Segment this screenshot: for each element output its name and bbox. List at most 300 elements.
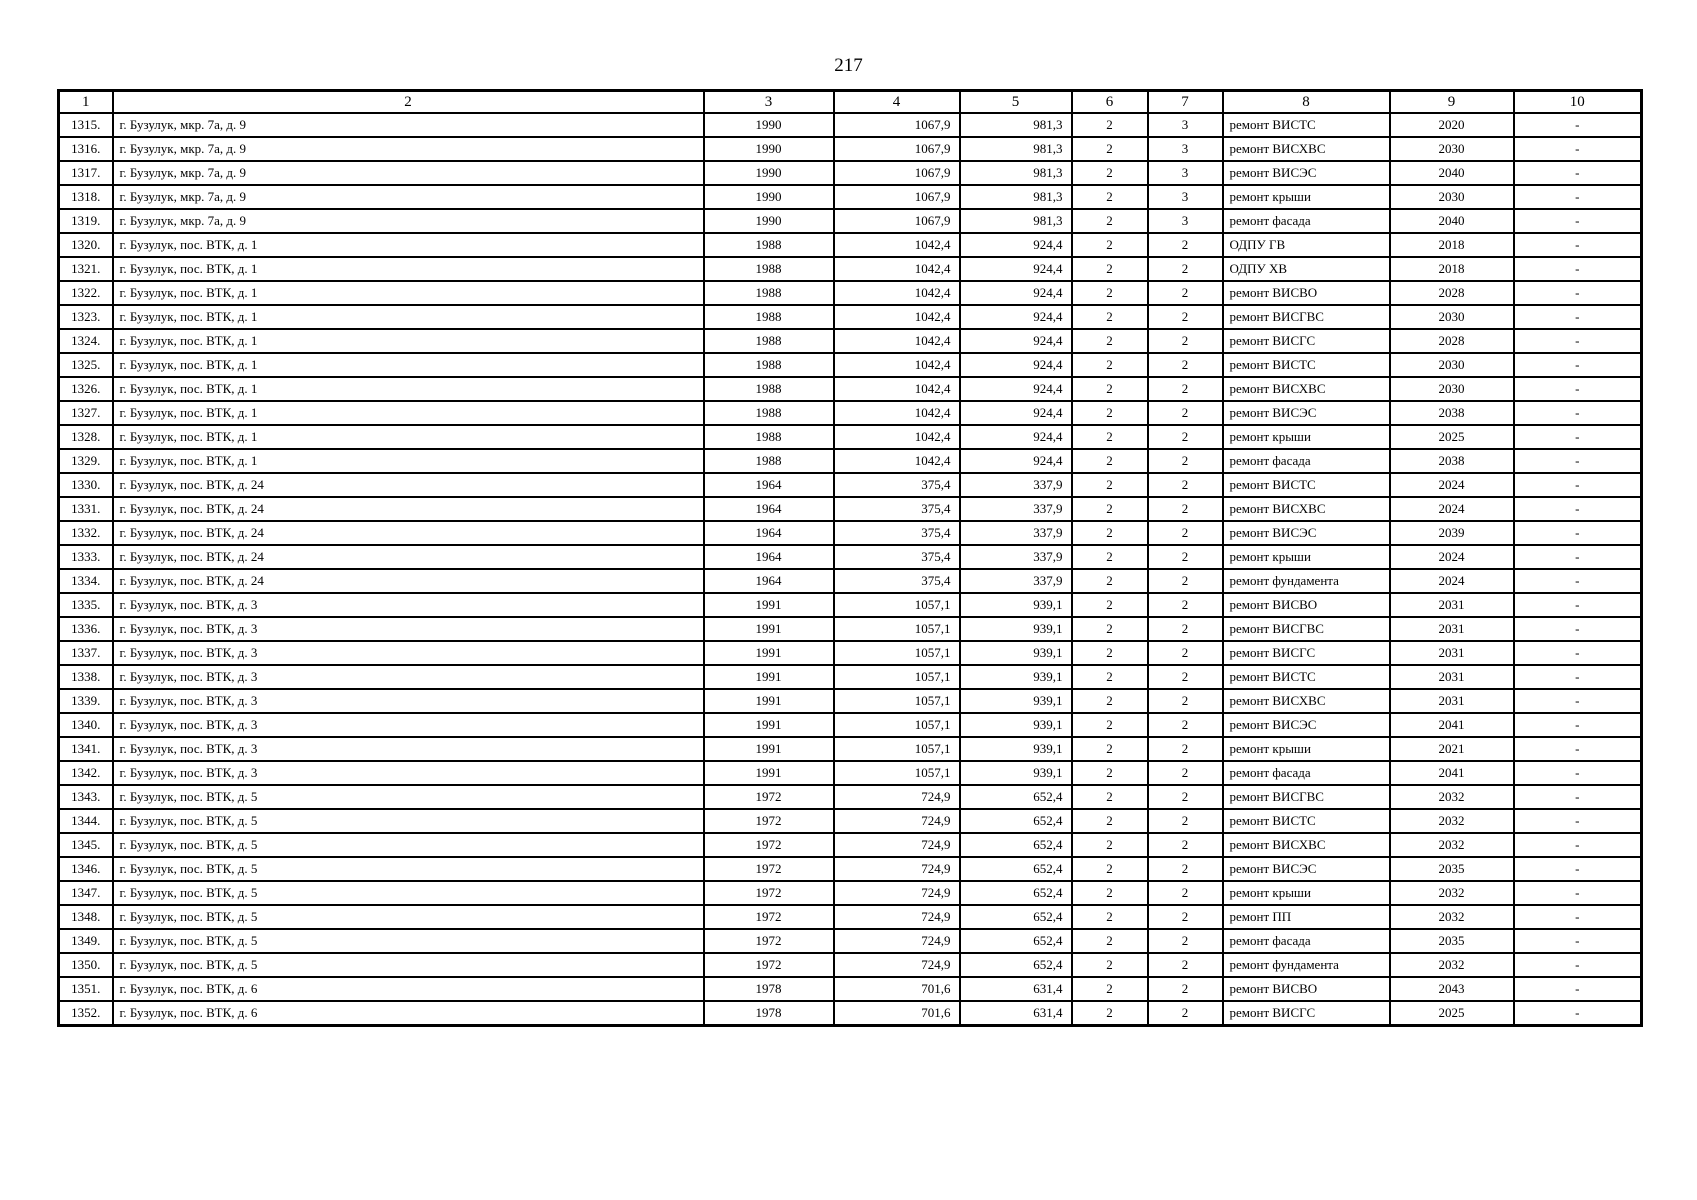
entrances-cell: 2 — [1148, 425, 1223, 449]
work-type-cell: ремонт ВИСЭС — [1223, 161, 1390, 185]
work-type-cell: ремонт ВИСВО — [1223, 977, 1390, 1001]
living-area-cell: 939,1 — [960, 713, 1072, 737]
row-index: 1351. — [59, 977, 113, 1001]
floors-cell: 2 — [1072, 713, 1148, 737]
floors-cell: 2 — [1072, 329, 1148, 353]
year-cell: 1988 — [704, 281, 834, 305]
column-header: 7 — [1148, 91, 1223, 114]
entrances-cell: 2 — [1148, 905, 1223, 929]
address-cell: г. Бузулук, пос. ВТК, д. 5 — [113, 905, 704, 929]
floors-cell: 2 — [1072, 473, 1148, 497]
note-cell: - — [1514, 449, 1642, 473]
note-cell: - — [1514, 377, 1642, 401]
note-cell: - — [1514, 209, 1642, 233]
column-header: 4 — [834, 91, 960, 114]
planned-year-cell: 2032 — [1390, 809, 1514, 833]
floors-cell: 2 — [1072, 545, 1148, 569]
entrances-cell: 2 — [1148, 593, 1223, 617]
entrances-cell: 2 — [1148, 497, 1223, 521]
living-area-cell: 981,3 — [960, 113, 1072, 137]
total-area-cell: 1067,9 — [834, 209, 960, 233]
living-area-cell: 924,4 — [960, 401, 1072, 425]
work-type-cell: ремонт ВИСЭС — [1223, 857, 1390, 881]
row-index: 1322. — [59, 281, 113, 305]
living-area-cell: 337,9 — [960, 545, 1072, 569]
floors-cell: 2 — [1072, 233, 1148, 257]
address-cell: г. Бузулук, пос. ВТК, д. 1 — [113, 425, 704, 449]
work-type-cell: ремонт крыши — [1223, 545, 1390, 569]
entrances-cell: 2 — [1148, 929, 1223, 953]
entrances-cell: 3 — [1148, 209, 1223, 233]
total-area-cell: 1042,4 — [834, 233, 960, 257]
floors-cell: 2 — [1072, 737, 1148, 761]
living-area-cell: 939,1 — [960, 665, 1072, 689]
total-area-cell: 724,9 — [834, 785, 960, 809]
living-area-cell: 939,1 — [960, 689, 1072, 713]
row-index: 1338. — [59, 665, 113, 689]
planned-year-cell: 2031 — [1390, 689, 1514, 713]
year-cell: 1991 — [704, 593, 834, 617]
total-area-cell: 1067,9 — [834, 137, 960, 161]
work-type-cell: ремонт фундамента — [1223, 953, 1390, 977]
living-area-cell: 924,4 — [960, 425, 1072, 449]
note-cell: - — [1514, 305, 1642, 329]
table-row — [59, 473, 1642, 497]
repair-schedule-table — [57, 89, 1643, 1027]
table-row — [59, 161, 1642, 185]
work-type-cell: ОДПУ ГВ — [1223, 233, 1390, 257]
living-area-cell: 924,4 — [960, 233, 1072, 257]
note-cell: - — [1514, 353, 1642, 377]
total-area-cell: 375,4 — [834, 545, 960, 569]
table-row — [59, 425, 1642, 449]
entrances-cell: 2 — [1148, 353, 1223, 377]
address-cell: г. Бузулук, пос. ВТК, д. 3 — [113, 641, 704, 665]
floors-cell: 2 — [1072, 137, 1148, 161]
address-cell: г. Бузулук, пос. ВТК, д. 5 — [113, 953, 704, 977]
floors-cell: 2 — [1072, 809, 1148, 833]
entrances-cell: 2 — [1148, 401, 1223, 425]
year-cell: 1991 — [704, 689, 834, 713]
year-cell: 1972 — [704, 809, 834, 833]
note-cell: - — [1514, 713, 1642, 737]
work-type-cell: ремонт ВИСГС — [1223, 1001, 1390, 1026]
note-cell: - — [1514, 185, 1642, 209]
note-cell: - — [1514, 809, 1642, 833]
address-cell: г. Бузулук, пос. ВТК, д. 1 — [113, 233, 704, 257]
work-type-cell: ремонт фасада — [1223, 761, 1390, 785]
address-cell: г. Бузулук, пос. ВТК, д. 3 — [113, 689, 704, 713]
year-cell: 1964 — [704, 497, 834, 521]
total-area-cell: 724,9 — [834, 881, 960, 905]
total-area-cell: 724,9 — [834, 905, 960, 929]
year-cell: 1972 — [704, 905, 834, 929]
entrances-cell: 2 — [1148, 449, 1223, 473]
total-area-cell: 1057,1 — [834, 665, 960, 689]
total-area-cell: 1067,9 — [834, 113, 960, 137]
address-cell: г. Бузулук, пос. ВТК, д. 3 — [113, 761, 704, 785]
table-row — [59, 545, 1642, 569]
floors-cell: 2 — [1072, 161, 1148, 185]
work-type-cell: ремонт ВИСВО — [1223, 593, 1390, 617]
row-index: 1326. — [59, 377, 113, 401]
row-index: 1350. — [59, 953, 113, 977]
table-row — [59, 257, 1642, 281]
table-row — [59, 977, 1642, 1001]
year-cell: 1991 — [704, 761, 834, 785]
planned-year-cell: 2031 — [1390, 641, 1514, 665]
floors-cell: 2 — [1072, 689, 1148, 713]
living-area-cell: 924,4 — [960, 353, 1072, 377]
work-type-cell: ремонт ВИСХВС — [1223, 689, 1390, 713]
total-area-cell: 724,9 — [834, 857, 960, 881]
floors-cell: 2 — [1072, 257, 1148, 281]
planned-year-cell: 2040 — [1390, 161, 1514, 185]
planned-year-cell: 2032 — [1390, 833, 1514, 857]
table-row — [59, 329, 1642, 353]
address-cell: г. Бузулук, пос. ВТК, д. 1 — [113, 353, 704, 377]
work-type-cell: ремонт ВИСГВС — [1223, 305, 1390, 329]
entrances-cell: 2 — [1148, 305, 1223, 329]
address-cell: г. Бузулук, пос. ВТК, д. 5 — [113, 785, 704, 809]
column-header: 3 — [704, 91, 834, 114]
living-area-cell: 337,9 — [960, 521, 1072, 545]
floors-cell: 2 — [1072, 449, 1148, 473]
year-cell: 1964 — [704, 521, 834, 545]
total-area-cell: 1042,4 — [834, 377, 960, 401]
floors-cell: 2 — [1072, 521, 1148, 545]
table-row — [59, 905, 1642, 929]
living-area-cell: 924,4 — [960, 377, 1072, 401]
floors-cell: 2 — [1072, 569, 1148, 593]
note-cell: - — [1514, 953, 1642, 977]
note-cell: - — [1514, 617, 1642, 641]
entrances-cell: 2 — [1148, 329, 1223, 353]
address-cell: г. Бузулук, пос. ВТК, д. 3 — [113, 713, 704, 737]
address-cell: г. Бузулук, пос. ВТК, д. 1 — [113, 305, 704, 329]
note-cell: - — [1514, 113, 1642, 137]
planned-year-cell: 2018 — [1390, 257, 1514, 281]
address-cell: г. Бузулук, пос. ВТК, д. 3 — [113, 737, 704, 761]
work-type-cell: ремонт ВИСГВС — [1223, 785, 1390, 809]
address-cell: г. Бузулук, мкр. 7а, д. 9 — [113, 161, 704, 185]
year-cell: 1978 — [704, 1001, 834, 1026]
living-area-cell: 924,4 — [960, 281, 1072, 305]
total-area-cell: 1057,1 — [834, 617, 960, 641]
entrances-cell: 2 — [1148, 737, 1223, 761]
row-index: 1323. — [59, 305, 113, 329]
row-index: 1349. — [59, 929, 113, 953]
note-cell: - — [1514, 881, 1642, 905]
note-cell: - — [1514, 785, 1642, 809]
note-cell: - — [1514, 425, 1642, 449]
planned-year-cell: 2024 — [1390, 473, 1514, 497]
planned-year-cell: 2031 — [1390, 617, 1514, 641]
address-cell: г. Бузулук, пос. ВТК, д. 3 — [113, 665, 704, 689]
note-cell: - — [1514, 473, 1642, 497]
floors-cell: 2 — [1072, 953, 1148, 977]
note-cell: - — [1514, 689, 1642, 713]
column-header: 6 — [1072, 91, 1148, 114]
row-index: 1337. — [59, 641, 113, 665]
note-cell: - — [1514, 257, 1642, 281]
entrances-cell: 2 — [1148, 641, 1223, 665]
floors-cell: 2 — [1072, 929, 1148, 953]
total-area-cell: 1067,9 — [834, 161, 960, 185]
living-area-cell: 939,1 — [960, 641, 1072, 665]
row-index: 1316. — [59, 137, 113, 161]
planned-year-cell: 2018 — [1390, 233, 1514, 257]
row-index: 1333. — [59, 545, 113, 569]
total-area-cell: 375,4 — [834, 569, 960, 593]
address-cell: г. Бузулук, пос. ВТК, д. 24 — [113, 521, 704, 545]
year-cell: 1988 — [704, 233, 834, 257]
table-row — [59, 617, 1642, 641]
living-area-cell: 337,9 — [960, 497, 1072, 521]
total-area-cell: 1042,4 — [834, 281, 960, 305]
living-area-cell: 652,4 — [960, 929, 1072, 953]
total-area-cell: 375,4 — [834, 497, 960, 521]
living-area-cell: 652,4 — [960, 953, 1072, 977]
work-type-cell: ремонт крыши — [1223, 881, 1390, 905]
row-index: 1327. — [59, 401, 113, 425]
planned-year-cell: 2030 — [1390, 305, 1514, 329]
note-cell: - — [1514, 497, 1642, 521]
table-body — [59, 113, 1642, 1026]
year-cell: 1991 — [704, 713, 834, 737]
address-cell: г. Бузулук, пос. ВТК, д. 24 — [113, 545, 704, 569]
planned-year-cell: 2039 — [1390, 521, 1514, 545]
address-cell: г. Бузулук, пос. ВТК, д. 1 — [113, 449, 704, 473]
table-row — [59, 785, 1642, 809]
floors-cell: 2 — [1072, 833, 1148, 857]
living-area-cell: 981,3 — [960, 137, 1072, 161]
living-area-cell: 652,4 — [960, 905, 1072, 929]
entrances-cell: 2 — [1148, 569, 1223, 593]
floors-cell: 2 — [1072, 185, 1148, 209]
table-row — [59, 857, 1642, 881]
address-cell: г. Бузулук, пос. ВТК, д. 24 — [113, 497, 704, 521]
planned-year-cell: 2024 — [1390, 569, 1514, 593]
work-type-cell: ремонт крыши — [1223, 185, 1390, 209]
row-index: 1336. — [59, 617, 113, 641]
row-index: 1345. — [59, 833, 113, 857]
address-cell: г. Бузулук, пос. ВТК, д. 5 — [113, 857, 704, 881]
entrances-cell: 3 — [1148, 161, 1223, 185]
table-row — [59, 833, 1642, 857]
address-cell: г. Бузулук, пос. ВТК, д. 24 — [113, 569, 704, 593]
living-area-cell: 652,4 — [960, 833, 1072, 857]
living-area-cell: 631,4 — [960, 1001, 1072, 1026]
planned-year-cell: 2030 — [1390, 353, 1514, 377]
planned-year-cell: 2040 — [1390, 209, 1514, 233]
row-index: 1339. — [59, 689, 113, 713]
row-index: 1330. — [59, 473, 113, 497]
work-type-cell: ремонт ВИСХВС — [1223, 497, 1390, 521]
row-index: 1328. — [59, 425, 113, 449]
work-type-cell: ремонт фасада — [1223, 929, 1390, 953]
entrances-cell: 2 — [1148, 809, 1223, 833]
floors-cell: 2 — [1072, 497, 1148, 521]
row-index: 1321. — [59, 257, 113, 281]
table-row — [59, 449, 1642, 473]
planned-year-cell: 2032 — [1390, 905, 1514, 929]
address-cell: г. Бузулук, пос. ВТК, д. 1 — [113, 401, 704, 425]
floors-cell: 2 — [1072, 401, 1148, 425]
living-area-cell: 981,3 — [960, 185, 1072, 209]
entrances-cell: 3 — [1148, 137, 1223, 161]
work-type-cell: ремонт ВИСГВС — [1223, 617, 1390, 641]
row-index: 1352. — [59, 1001, 113, 1026]
table-row — [59, 281, 1642, 305]
year-cell: 1991 — [704, 617, 834, 641]
planned-year-cell: 2031 — [1390, 593, 1514, 617]
work-type-cell: ремонт фасада — [1223, 209, 1390, 233]
note-cell: - — [1514, 137, 1642, 161]
total-area-cell: 1042,4 — [834, 329, 960, 353]
living-area-cell: 981,3 — [960, 161, 1072, 185]
row-index: 1346. — [59, 857, 113, 881]
table-row — [59, 569, 1642, 593]
row-index: 1334. — [59, 569, 113, 593]
entrances-cell: 3 — [1148, 185, 1223, 209]
note-cell: - — [1514, 401, 1642, 425]
entrances-cell: 2 — [1148, 833, 1223, 857]
planned-year-cell: 2030 — [1390, 137, 1514, 161]
total-area-cell: 1057,1 — [834, 689, 960, 713]
row-index: 1332. — [59, 521, 113, 545]
year-cell: 1972 — [704, 857, 834, 881]
work-type-cell: ремонт ВИСЭС — [1223, 713, 1390, 737]
planned-year-cell: 2030 — [1390, 185, 1514, 209]
year-cell: 1990 — [704, 185, 834, 209]
planned-year-cell: 2038 — [1390, 401, 1514, 425]
year-cell: 1972 — [704, 833, 834, 857]
note-cell: - — [1514, 329, 1642, 353]
note-cell: - — [1514, 161, 1642, 185]
address-cell: г. Бузулук, пос. ВТК, д. 5 — [113, 929, 704, 953]
floors-cell: 2 — [1072, 377, 1148, 401]
planned-year-cell: 2028 — [1390, 281, 1514, 305]
year-cell: 1988 — [704, 401, 834, 425]
year-cell: 1990 — [704, 113, 834, 137]
table-row — [59, 353, 1642, 377]
year-cell: 1972 — [704, 953, 834, 977]
year-cell: 1988 — [704, 425, 834, 449]
entrances-cell: 2 — [1148, 977, 1223, 1001]
work-type-cell: ремонт ВИСТС — [1223, 353, 1390, 377]
year-cell: 1991 — [704, 737, 834, 761]
work-type-cell: ремонт ВИСЭС — [1223, 521, 1390, 545]
table-row — [59, 497, 1642, 521]
planned-year-cell: 2035 — [1390, 857, 1514, 881]
planned-year-cell: 2030 — [1390, 377, 1514, 401]
note-cell: - — [1514, 545, 1642, 569]
living-area-cell: 652,4 — [960, 809, 1072, 833]
year-cell: 1990 — [704, 137, 834, 161]
note-cell: - — [1514, 593, 1642, 617]
entrances-cell: 2 — [1148, 857, 1223, 881]
year-cell: 1988 — [704, 353, 834, 377]
planned-year-cell: 2025 — [1390, 1001, 1514, 1026]
total-area-cell: 1042,4 — [834, 353, 960, 377]
address-cell: г. Бузулук, пос. ВТК, д. 6 — [113, 1001, 704, 1026]
entrances-cell: 2 — [1148, 1001, 1223, 1026]
table-row — [59, 593, 1642, 617]
year-cell: 1988 — [704, 377, 834, 401]
row-index: 1348. — [59, 905, 113, 929]
address-cell: г. Бузулук, пос. ВТК, д. 5 — [113, 833, 704, 857]
entrances-cell: 2 — [1148, 545, 1223, 569]
address-cell: г. Бузулук, мкр. 7а, д. 9 — [113, 113, 704, 137]
table-row — [59, 713, 1642, 737]
year-cell: 1991 — [704, 665, 834, 689]
table-row — [59, 185, 1642, 209]
row-index: 1315. — [59, 113, 113, 137]
note-cell: - — [1514, 905, 1642, 929]
floors-cell: 2 — [1072, 305, 1148, 329]
year-cell: 1972 — [704, 785, 834, 809]
address-cell: г. Бузулук, мкр. 7а, д. 9 — [113, 185, 704, 209]
note-cell: - — [1514, 665, 1642, 689]
living-area-cell: 631,4 — [960, 977, 1072, 1001]
living-area-cell: 939,1 — [960, 593, 1072, 617]
work-type-cell: ремонт фасада — [1223, 449, 1390, 473]
address-cell: г. Бузулук, пос. ВТК, д. 1 — [113, 377, 704, 401]
row-index: 1317. — [59, 161, 113, 185]
living-area-cell: 939,1 — [960, 761, 1072, 785]
row-index: 1325. — [59, 353, 113, 377]
column-header: 8 — [1223, 91, 1390, 114]
floors-cell: 2 — [1072, 617, 1148, 641]
table-row — [59, 641, 1642, 665]
total-area-cell: 701,6 — [834, 977, 960, 1001]
table-row — [59, 137, 1642, 161]
column-number-row — [59, 91, 1642, 114]
year-cell: 1978 — [704, 977, 834, 1001]
year-cell: 1988 — [704, 257, 834, 281]
planned-year-cell: 2032 — [1390, 881, 1514, 905]
total-area-cell: 724,9 — [834, 929, 960, 953]
table-row — [59, 929, 1642, 953]
entrances-cell: 2 — [1148, 785, 1223, 809]
living-area-cell: 337,9 — [960, 569, 1072, 593]
year-cell: 1972 — [704, 881, 834, 905]
planned-year-cell: 2038 — [1390, 449, 1514, 473]
total-area-cell: 1057,1 — [834, 641, 960, 665]
living-area-cell: 924,4 — [960, 449, 1072, 473]
entrances-cell: 2 — [1148, 233, 1223, 257]
address-cell: г. Бузулук, пос. ВТК, д. 5 — [113, 881, 704, 905]
total-area-cell: 724,9 — [834, 809, 960, 833]
total-area-cell: 724,9 — [834, 953, 960, 977]
table-row — [59, 209, 1642, 233]
address-cell: г. Бузулук, пос. ВТК, д. 1 — [113, 329, 704, 353]
work-type-cell: ремонт ВИСХВС — [1223, 377, 1390, 401]
work-type-cell: ремонт ВИСТС — [1223, 113, 1390, 137]
total-area-cell: 701,6 — [834, 1001, 960, 1026]
table-row — [59, 377, 1642, 401]
page-number: 217 — [834, 55, 863, 76]
work-type-cell: ремонт фундамента — [1223, 569, 1390, 593]
year-cell: 1991 — [704, 641, 834, 665]
entrances-cell: 2 — [1148, 257, 1223, 281]
row-index: 1319. — [59, 209, 113, 233]
planned-year-cell: 2043 — [1390, 977, 1514, 1001]
address-cell: г. Бузулук, пос. ВТК, д. 1 — [113, 281, 704, 305]
floors-cell: 2 — [1072, 761, 1148, 785]
year-cell: 1990 — [704, 209, 834, 233]
